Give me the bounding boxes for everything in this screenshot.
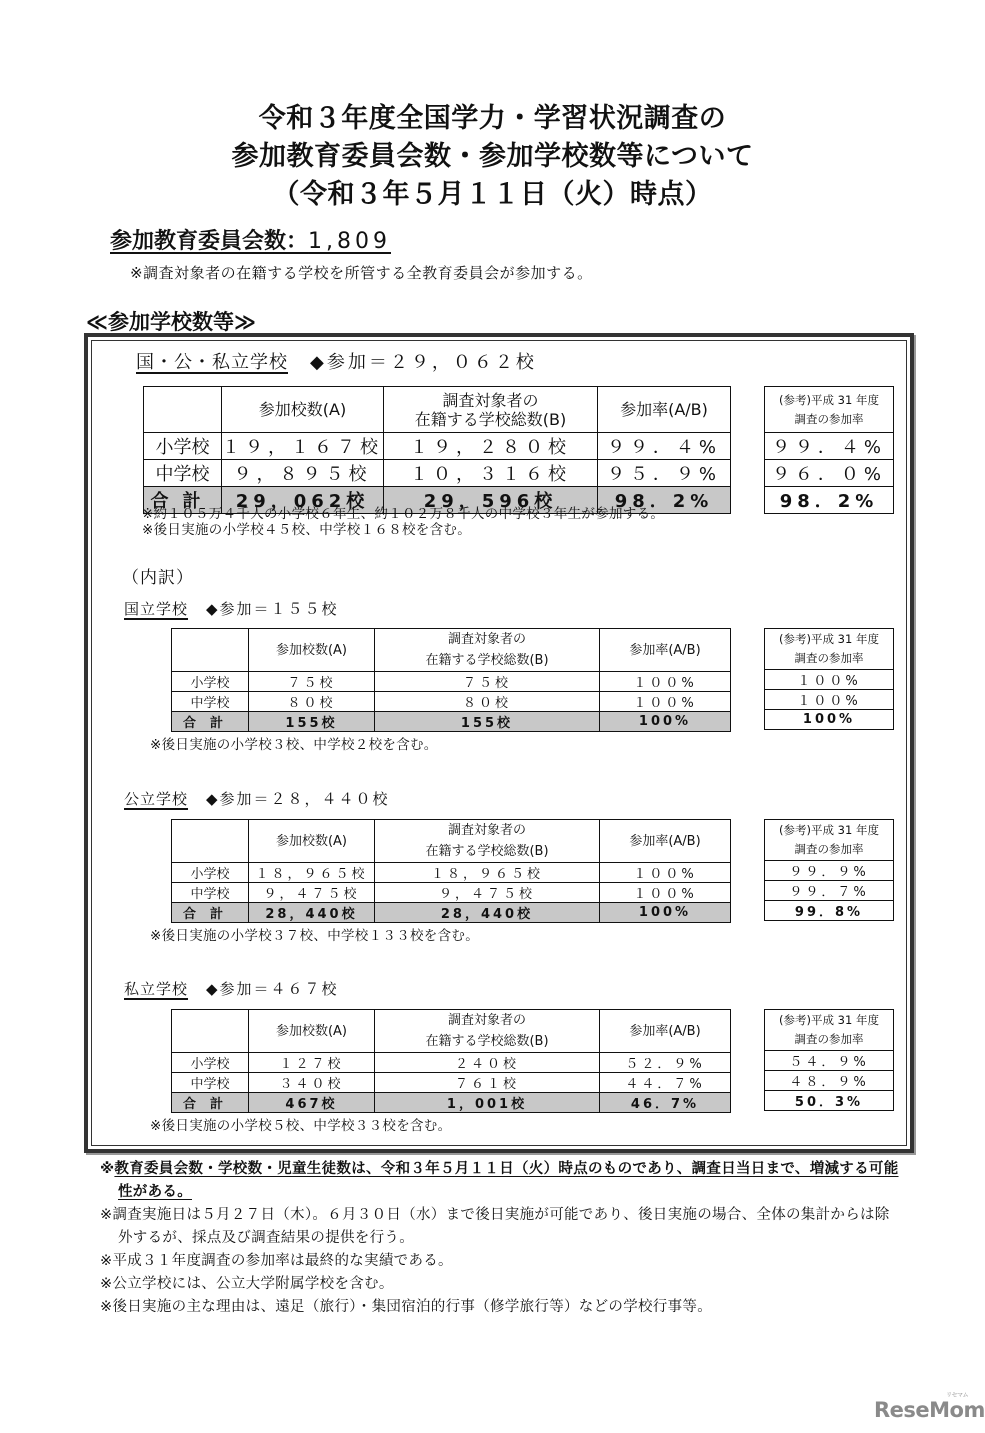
national-section-title: 国立学校 ◆参加＝１５５校 [124,600,339,618]
overall-summary: ◆参加＝２９，０６２校 [310,352,537,373]
private-note: ※後日実施の小学校５校、中学校３３校を含む。 [150,1118,452,1134]
public-reference-table: (参考)平成 31 年度 調査の参加率 ９９．９% ９９．７% 99．8% [764,819,894,921]
header-participating: 参加校数(A) [222,387,384,433]
footnote-bold: ※教育委員会数・学校数・児童生徒数は、令和３年５月１１日（火）時点のものであり、調査日当日まで、増減する可能性がある。 [100,1161,899,1200]
overall-title: 国・公・私立学校 [136,352,288,373]
document-title [0,100,985,214]
board-count-note: ※調査対象者の在籍する学校を所管する全教育委員会が参加する。 [130,264,593,282]
table-total-row: 合計 29，062校 29，596校 98．2% [144,487,731,514]
table-row: 小学校 １２７校 ２４０校 ５２．９% [172,1053,731,1073]
title-line-2: 参加教育委員会数・参加学校数等について [231,141,754,172]
table-total-row: 合計 155校 155校 100% [172,712,731,732]
national-reference-table: (参考)平成 31 年度 調査の参加率 １００% １００% 100% [764,628,894,730]
overall-table [143,386,731,514]
schools-section-heading: ≪参加学校数等≫ [86,310,256,334]
public-section-title: 公立学校 ◆参加＝２８，４４０校 [124,790,390,808]
overall-reference-table: (参考)平成 31 年度 調査の参加率 ９９．４% ９６．０% 98．2% [764,386,894,514]
private-table: 参加校数(A) 調査対象者の 在籍する学校総数(B) 参加率(A/B) 小学校 １２７校 ２４０校 ５２．９% 中学校 ３４０校 ７６１校 ４４．７% 合計 467校 1，001校 46．7% [171,1009,731,1113]
reference-header: (参考)平成 31 年度 調査の参加率 [765,387,894,433]
title-line-1: 令和３年度全国学力・学習状況調査の [258,103,727,134]
footnotes [100,1158,900,1319]
footnote-2: ※平成３１年度調査の参加率は最終的な実績である。 [100,1253,453,1269]
table-row: 中学校 ９，４７５校 ９，４７５校 １００% [172,883,731,903]
table-row: 中学校 ９，８９５校 １０，３１６校 ９５．９% [144,460,731,487]
board-count-value: 1,809 [308,229,391,254]
public-note: ※後日実施の小学校３７校、中学校１３３校を含む。 [150,928,480,944]
table-total-row: 合計 28，440校 28，440校 100% [172,903,731,923]
corner-cell [144,387,222,433]
overall-note-1: ※約１０５万４千人の小学校６年生、約１０２万８千人の中学校３年生が参加する。 [142,506,665,522]
table-total-row: 合計 467校 1，001校 46．7% [172,1093,731,1113]
overall-section-title [136,348,537,374]
footnote-4: ※後日実施の主な理由は、遠足（旅行）・集団宿泊的行事（修学旅行等）などの学校行事等。 [100,1299,712,1315]
footnote-1: ※調査実施日は５月２７日（木）。６月３０日（水）まで後日実施が可能であり、後日実施の場合、全体の集計からは除外するが、採点及び調査結果の提供を行う。 [100,1207,890,1246]
title-line-3: （令和３年５月１１日（火）時点） [272,179,713,210]
national-table: 参加校数(A) 調査対象者の 在籍する学校総数(B) 参加率(A/B) 小学校 ７５校 ７５校 １００% 中学校 ８０校 ８０校 １００% 合計 155校 155校 100% [171,628,731,732]
board-count-label: 参加教育委員会数： [110,229,309,254]
table-row: 小学校 ７５校 ７５校 １００% [172,672,731,692]
private-reference-table: (参考)平成 31 年度 調査の参加率 ５４．９% ４８．９% 50．3% [764,1009,894,1111]
header-rate: 参加率(A/B) [598,387,731,433]
overall-note-2: ※後日実施の小学校４５校、中学校１６８校を含む。 [142,522,472,538]
footnote-3: ※公立学校には、公立大学附属学校を含む。 [100,1276,394,1292]
table-row: 小学校 １９，１６７校 １９，２８０校 ９９．４% [144,433,731,460]
national-note: ※後日実施の小学校３校、中学校２校を含む。 [150,737,438,753]
board-count-heading [110,224,391,255]
private-section-title: 私立学校 ◆参加＝４６７校 [124,980,339,998]
table-row: 小学校 １８，９６５校 １８，９６５校 １００% [172,863,731,883]
table-row: 中学校 ８０校 ８０校 １００% [172,692,731,712]
header-total-schools: 調査対象者の 在籍する学校総数(B) [384,387,598,433]
public-table: 参加校数(A) 調査対象者の 在籍する学校総数(B) 参加率(A/B) 小学校 １８，９６５校 １８，９６５校 １００% 中学校 ９，４７５校 ９，４７５校 １００% 合計 28，440校 28，440校 100% [171,819,731,923]
breakdown-label: （内訳） [122,568,194,588]
table-row: 中学校 ３４０校 ７６１校 ４４．７% [172,1073,731,1093]
resemom-logo: ReseMom リセマム [874,1392,985,1422]
